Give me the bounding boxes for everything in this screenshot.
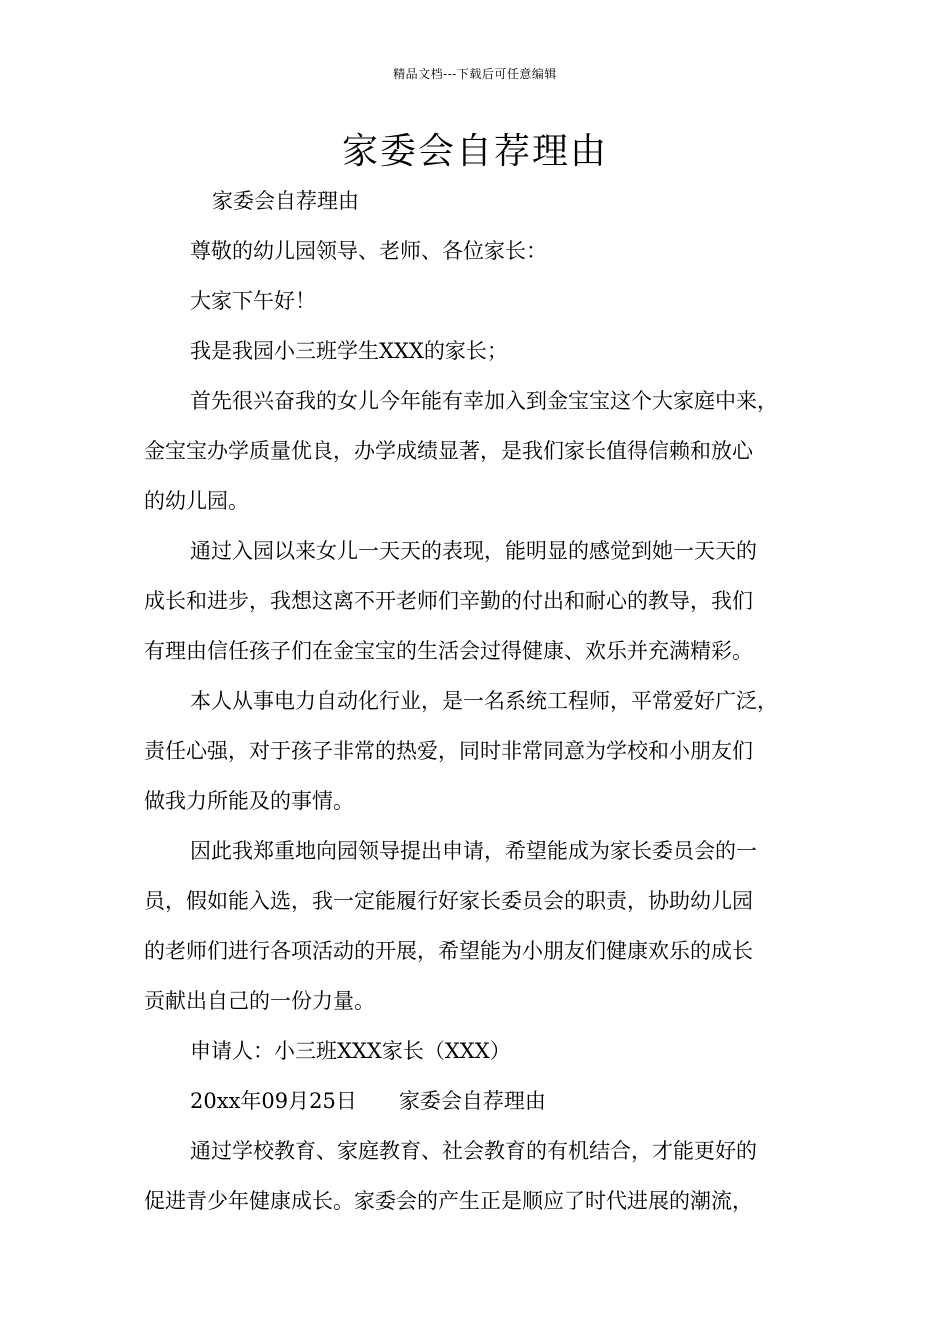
body-line: 因此我郑重地向园领导提出申请，希望能成为家长委员会的一 <box>190 839 757 863</box>
body-line: 家委会自荐理由 <box>212 189 359 213</box>
body-line: 申请人：小三班XXX家长（XXX） <box>190 1039 511 1063</box>
body-line: 通过入园以来女儿一天天的表现，能明显的感觉到她一天天的 <box>190 539 757 563</box>
body-line: 促进青少年健康成长。家委会的产生正是顺应了时代进展的潮流， <box>144 1189 753 1213</box>
body-line: 贡献出自己的一份力量。 <box>144 989 375 1013</box>
body-line: 员，假如能入选，我一定能履行好家长委员会的职责，协助幼儿园 <box>144 889 753 913</box>
body-line: 做我力所能及的事情。 <box>144 789 354 813</box>
body-line: 大家下午好！ <box>190 289 316 313</box>
body-line: 的老师们进行各项活动的开展，希望能为小朋友们健康欢乐的成长 <box>144 939 753 963</box>
header-note: 精品文档---下载后可任意编辑 <box>393 67 557 81</box>
body-line: 尊敬的幼儿园领导、老师、各位家长： <box>190 239 547 263</box>
body-line: 责任心强，对于孩子非常的热爱，同时非常同意为学校和小朋友们 <box>144 739 753 763</box>
body-line: 首先很兴奋我的女儿今年能有幸加入到金宝宝这个大家庭中来， <box>190 389 778 413</box>
document-title: 家委会自荐理由 <box>341 131 608 172</box>
body-line: 20xx年09月25日 家委会自荐理由 <box>190 1089 546 1113</box>
body-line: 有理由信任孩子们在金宝宝的生活会过得健康、欢乐并充满精彩。 <box>144 639 753 663</box>
body-line: 本人从事电力自动化行业，是一名系统工程师，平常爱好广泛， <box>190 689 778 713</box>
body-line: 成长和进步，我想这离不开老师们辛勤的付出和耐心的教导，我们 <box>144 589 753 613</box>
body-line: 我是我园小三班学生XXX的家长； <box>190 339 508 363</box>
body-line: 金宝宝办学质量优良，办学成绩显著，是我们家长值得信赖和放心 <box>144 439 753 463</box>
body-line: 通过学校教育、家庭教育、社会教育的有机结合，才能更好的 <box>190 1139 757 1163</box>
body-line: 的幼儿园。 <box>144 489 249 513</box>
